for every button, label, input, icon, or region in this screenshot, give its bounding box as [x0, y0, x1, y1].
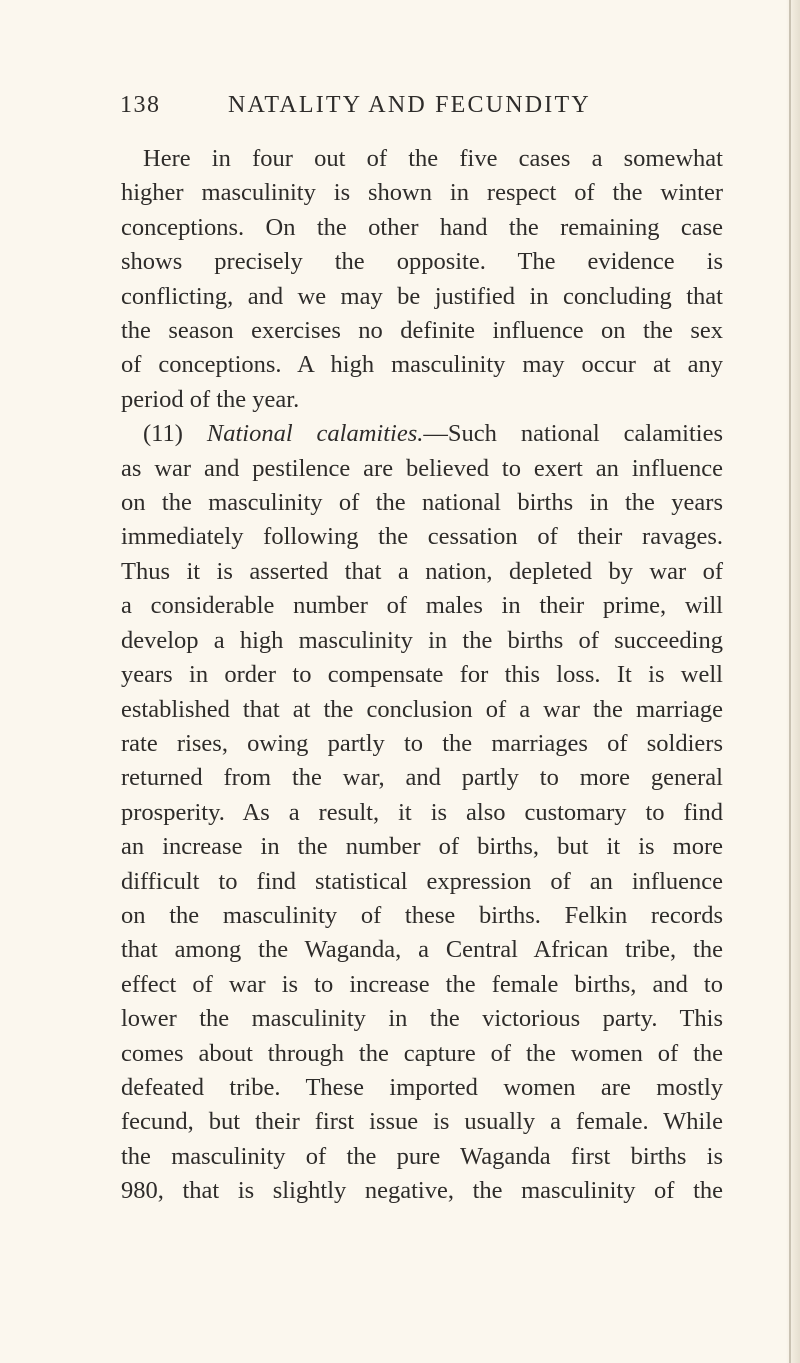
section-lead-text: —Such national calamities [423, 420, 723, 448]
text-line: fecund, but their first issue is usually a female. While [121, 1108, 723, 1136]
section-number: (11) [143, 420, 183, 448]
text-line: of conceptions. A high masculinity may occur at any [121, 351, 723, 379]
text-line: higher masculinity is shown in respect of the winter [121, 179, 723, 207]
text-line: defeated tribe. These imported women are mostly [121, 1073, 723, 1101]
text-line: that among the Waganda, a Central African tribe, the [121, 936, 723, 964]
text-line: comes about through the capture of the women of the [121, 1039, 723, 1067]
text-line: develop a high masculinity in the births of succeeding [121, 626, 723, 654]
text-line: the season exercises no definite influence on the sex [121, 317, 723, 345]
text-line: an increase in the number of births, but it is more [121, 833, 723, 861]
section-title: National calamities. [206, 420, 424, 448]
text-line: established that at the conclusion of a war the marriage [121, 695, 723, 723]
text-line: effect of war is to increase the female births, and to [121, 970, 723, 998]
text-line: on the masculinity of these births. Felkin records [121, 901, 723, 929]
text-line: 980, that is slightly negative, the masculinity of the [121, 1177, 723, 1205]
text-line: on the masculinity of the national births in the years [121, 489, 723, 517]
running-head [120, 92, 720, 128]
text-line: conceptions. On the other hand the remaining case [121, 213, 723, 241]
text-line: years in order to compensate for this loss. It is well [121, 661, 723, 689]
text-line: period of the year. [121, 385, 300, 413]
text-line: difficult to find statistical expression of an influence [121, 867, 723, 895]
text-line: Here in four out of the five cases a somewhat [143, 145, 723, 172]
text-line: rate rises, owing partly to the marriages of soldiers [121, 729, 723, 757]
text-line: conflicting, and we may be justified in concluding that [121, 282, 723, 310]
page-number: 138 [120, 92, 161, 118]
text-line: lower the masculinity in the victorious party. This [121, 1005, 723, 1033]
section-heading-line [121, 417, 723, 451]
text-line: a considerable number of males in their prime, will [121, 592, 723, 620]
body-text [121, 142, 723, 1209]
running-title: NATALITY AND FECUNDITY [228, 92, 591, 118]
text-line: shows precisely the opposite. The evidence is [121, 248, 723, 276]
text-line: prosperity. As a result, it is also customary to find [121, 798, 723, 826]
page-edge-line [789, 0, 791, 1363]
text-line: the masculinity of the pure Waganda first births is [121, 1142, 723, 1170]
text-line: as war and pestilence are believed to exert an influence [121, 454, 723, 482]
text-line: Thus it is asserted that a nation, depleted by war of [121, 557, 723, 585]
text-line: immediately following the cessation of their ravages. [121, 523, 723, 551]
text-line: returned from the war, and partly to more general [121, 764, 723, 792]
